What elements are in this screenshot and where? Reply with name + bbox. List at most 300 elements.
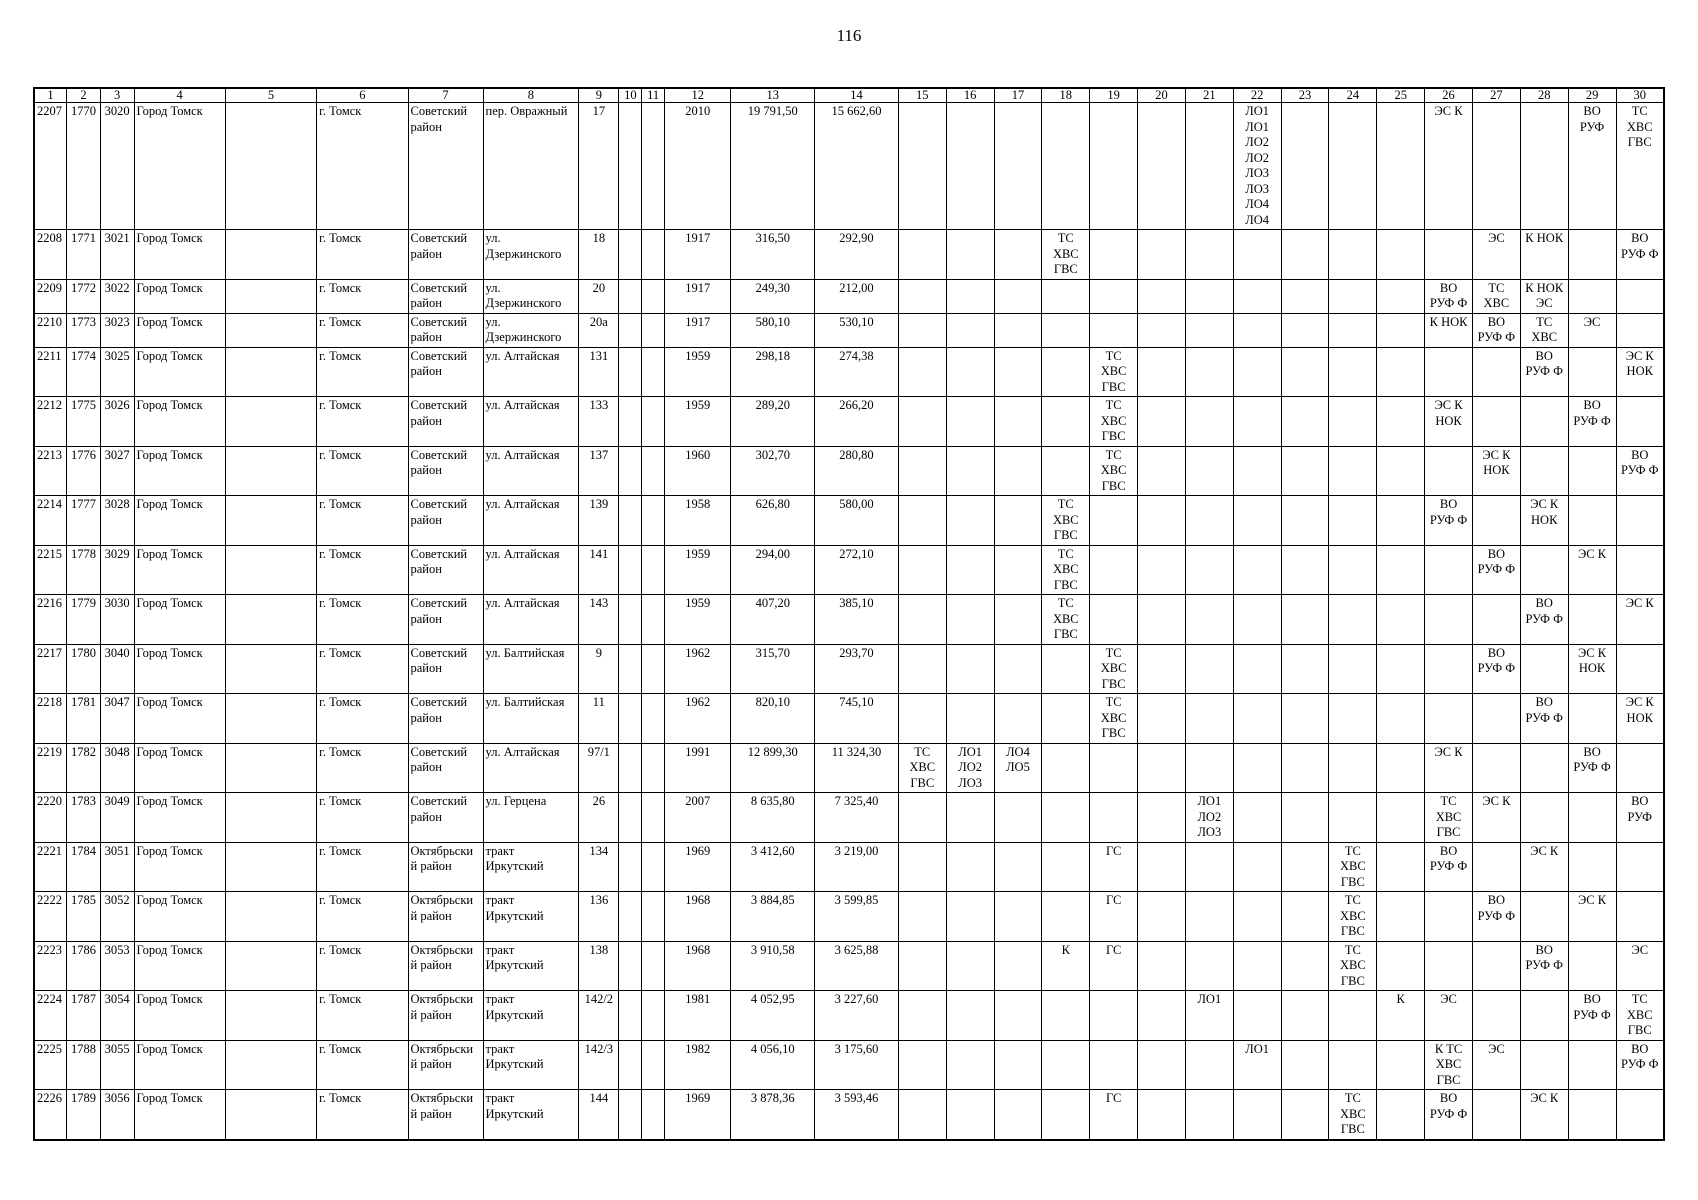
table-cell-col-19 (1090, 991, 1138, 1041)
table-cell-col-28: ВО РУФ Ф (1520, 941, 1568, 991)
table-cell-col-30: ВО РУФ (1616, 793, 1664, 843)
table-cell-col-28: К НОК ЭС (1520, 279, 1568, 313)
table-cell-col-18 (1042, 743, 1090, 793)
table-row (34, 694, 1664, 744)
table-cell-col-18 (1042, 1040, 1090, 1090)
table-cell-col-2: 1770 (67, 103, 101, 230)
table-cell-col-26: К ТС ХВС ГВС (1425, 1040, 1473, 1090)
table-cell-col-17 (994, 842, 1042, 892)
table-cell-col-29 (1568, 347, 1616, 397)
table-cell-col-1: 2216 (34, 595, 67, 645)
table-cell-col-16 (946, 694, 994, 744)
table-cell-col-17 (994, 103, 1042, 230)
table-cell-col-15 (898, 1040, 946, 1090)
table-cell-col-17 (994, 347, 1042, 397)
column-header-25: 25 (1377, 88, 1425, 103)
table-cell-col-1: 2215 (34, 545, 67, 595)
table-cell-col-12: 1959 (665, 347, 731, 397)
table-cell-col-13: 315,70 (731, 644, 815, 694)
table-cell-col-18 (1042, 793, 1090, 843)
table-cell-col-16 (946, 991, 994, 1041)
table-cell-col-9: 142/3 (579, 1040, 619, 1090)
table-cell-col-26 (1425, 941, 1473, 991)
table-cell-col-8: тракт Иркутский (483, 991, 579, 1041)
table-cell-col-11 (642, 545, 665, 595)
table-cell-col-2: 1785 (67, 892, 101, 942)
table-cell-col-9: 144 (579, 1090, 619, 1140)
table-cell-col-22: ЛО1 (1233, 1040, 1281, 1090)
table-cell-col-7: Советский район (408, 496, 483, 546)
table-cell-col-5 (225, 1040, 316, 1090)
table-cell-col-4: Город Томск (134, 892, 225, 942)
table-cell-col-23 (1281, 496, 1329, 546)
table-cell-col-23 (1281, 793, 1329, 843)
table-cell-col-23 (1281, 397, 1329, 447)
table-cell-col-27 (1472, 397, 1520, 447)
table-cell-col-10 (619, 397, 642, 447)
column-header-11: 11 (642, 88, 665, 103)
table-cell-col-18 (1042, 313, 1090, 347)
table-cell-col-25 (1377, 230, 1425, 280)
column-header-16: 16 (946, 88, 994, 103)
table-cell-col-17 (994, 397, 1042, 447)
table-cell-col-15 (898, 230, 946, 280)
table-cell-col-22 (1233, 446, 1281, 496)
table-cell-col-24 (1329, 313, 1377, 347)
table-cell-col-29: ЭС К НОК (1568, 644, 1616, 694)
table-cell-col-3: 3049 (100, 793, 134, 843)
table-cell-col-19 (1090, 313, 1138, 347)
table-cell-col-2: 1778 (67, 545, 101, 595)
table-cell-col-24: ТС ХВС ГВС (1329, 842, 1377, 892)
table-cell-col-18 (1042, 694, 1090, 744)
table-cell-col-26 (1425, 347, 1473, 397)
table-cell-col-23 (1281, 446, 1329, 496)
table-cell-col-24 (1329, 694, 1377, 744)
table-cell-col-22 (1233, 694, 1281, 744)
table-cell-col-28 (1520, 644, 1568, 694)
table-cell-col-13: 626,80 (731, 496, 815, 546)
table-cell-col-25 (1377, 743, 1425, 793)
table-cell-col-18 (1042, 991, 1090, 1041)
table-cell-col-9: 143 (579, 595, 619, 645)
table-cell-col-4: Город Томск (134, 941, 225, 991)
table-cell-col-22 (1233, 644, 1281, 694)
table-cell-col-29: ЭС (1568, 313, 1616, 347)
table-cell-col-19: ТС ХВС ГВС (1090, 397, 1138, 447)
table-cell-col-5 (225, 842, 316, 892)
table-cell-col-21 (1185, 446, 1233, 496)
table-cell-col-12: 1968 (665, 941, 731, 991)
table-cell-col-26: ЭС К НОК (1425, 397, 1473, 447)
table-cell-col-14: 11 324,30 (815, 743, 899, 793)
table-body (34, 103, 1664, 1140)
table-cell-col-17 (994, 230, 1042, 280)
table-cell-col-18 (1042, 892, 1090, 942)
table-cell-col-10 (619, 842, 642, 892)
table-cell-col-7: Советский район (408, 743, 483, 793)
table-cell-col-16 (946, 1040, 994, 1090)
table-cell-col-17 (994, 496, 1042, 546)
table-cell-col-10 (619, 313, 642, 347)
table-cell-col-9: 139 (579, 496, 619, 546)
table-cell-col-6: г. Томск (317, 279, 408, 313)
table-cell-col-20 (1138, 644, 1186, 694)
table-cell-col-10 (619, 103, 642, 230)
table-cell-col-1: 2221 (34, 842, 67, 892)
table-cell-col-2: 1782 (67, 743, 101, 793)
table-cell-col-17 (994, 694, 1042, 744)
table-cell-col-13: 294,00 (731, 545, 815, 595)
table-cell-col-1: 2211 (34, 347, 67, 397)
table-cell-col-14: 212,00 (815, 279, 899, 313)
table-cell-col-26 (1425, 595, 1473, 645)
table-cell-col-5 (225, 941, 316, 991)
table-cell-col-19: ТС ХВС ГВС (1090, 694, 1138, 744)
table-cell-col-12: 1960 (665, 446, 731, 496)
table-cell-col-20 (1138, 545, 1186, 595)
table-cell-col-2: 1775 (67, 397, 101, 447)
table-cell-col-29 (1568, 842, 1616, 892)
table-cell-col-24 (1329, 793, 1377, 843)
table-cell-col-10 (619, 279, 642, 313)
table-cell-col-8: тракт Иркутский (483, 842, 579, 892)
table-cell-col-7: Советский район (408, 397, 483, 447)
table-cell-col-13: 289,20 (731, 397, 815, 447)
table-cell-col-21 (1185, 644, 1233, 694)
table-cell-col-12: 1982 (665, 1040, 731, 1090)
table-cell-col-1: 2223 (34, 941, 67, 991)
table-cell-col-5 (225, 545, 316, 595)
table-cell-col-26 (1425, 545, 1473, 595)
table-cell-col-6: г. Томск (317, 793, 408, 843)
table-cell-col-4: Город Томск (134, 743, 225, 793)
table-cell-col-23 (1281, 892, 1329, 942)
table-cell-col-11 (642, 991, 665, 1041)
table-row (34, 230, 1664, 280)
table-cell-col-24 (1329, 230, 1377, 280)
table-cell-col-23 (1281, 313, 1329, 347)
table-cell-col-16: ЛО1 ЛО2 ЛО3 (946, 743, 994, 793)
table-cell-col-8: тракт Иркутский (483, 1090, 579, 1140)
table-cell-col-7: Октябрьски й район (408, 1040, 483, 1090)
table-cell-col-30: ВО РУФ Ф (1616, 230, 1664, 280)
table-cell-col-16 (946, 793, 994, 843)
table-cell-col-9: 17 (579, 103, 619, 230)
table-cell-col-17 (994, 991, 1042, 1041)
table-cell-col-8: ул. Дзержинского (483, 230, 579, 280)
table-cell-col-23 (1281, 230, 1329, 280)
table-cell-col-26 (1425, 644, 1473, 694)
table-cell-col-4: Город Томск (134, 103, 225, 230)
table-cell-col-2: 1783 (67, 793, 101, 843)
table-cell-col-6: г. Томск (317, 595, 408, 645)
table-cell-col-24 (1329, 991, 1377, 1041)
table-cell-col-7: Октябрьски й район (408, 842, 483, 892)
table-cell-col-3: 3055 (100, 1040, 134, 1090)
column-header-8: 8 (483, 88, 579, 103)
table-cell-col-2: 1781 (67, 694, 101, 744)
table-cell-col-23 (1281, 545, 1329, 595)
table-cell-col-12: 2010 (665, 103, 731, 230)
table-cell-col-6: г. Томск (317, 743, 408, 793)
table-cell-col-9: 137 (579, 446, 619, 496)
table-cell-col-8: тракт Иркутский (483, 892, 579, 942)
table-cell-col-11 (642, 595, 665, 645)
column-header-20: 20 (1138, 88, 1186, 103)
table-cell-col-9: 131 (579, 347, 619, 397)
table-cell-col-16 (946, 496, 994, 546)
table-cell-col-28: ВО РУФ Ф (1520, 595, 1568, 645)
table-cell-col-29 (1568, 230, 1616, 280)
table-cell-col-15 (898, 496, 946, 546)
table-cell-col-6: г. Томск (317, 892, 408, 942)
table-cell-col-24 (1329, 496, 1377, 546)
table-cell-col-25 (1377, 545, 1425, 595)
table-cell-col-19: ГС (1090, 941, 1138, 991)
table-cell-col-12: 1968 (665, 892, 731, 942)
table-cell-col-25: К (1377, 991, 1425, 1041)
table-cell-col-10 (619, 446, 642, 496)
table-cell-col-4: Город Томск (134, 694, 225, 744)
column-header-28: 28 (1520, 88, 1568, 103)
table-cell-col-3: 3030 (100, 595, 134, 645)
table-cell-col-8: ул. Дзержинского (483, 279, 579, 313)
table-cell-col-25 (1377, 842, 1425, 892)
table-cell-col-10 (619, 347, 642, 397)
column-header-18: 18 (1042, 88, 1090, 103)
table-cell-col-11 (642, 279, 665, 313)
table-cell-col-4: Город Томск (134, 991, 225, 1041)
table-cell-col-20 (1138, 595, 1186, 645)
table-cell-col-12: 1917 (665, 279, 731, 313)
table-cell-col-2: 1789 (67, 1090, 101, 1140)
table-cell-col-24 (1329, 644, 1377, 694)
table-cell-col-18: ТС ХВС ГВС (1042, 595, 1090, 645)
table-cell-col-24 (1329, 446, 1377, 496)
table-cell-col-6: г. Томск (317, 694, 408, 744)
table-cell-col-3: 3027 (100, 446, 134, 496)
table-row (34, 279, 1664, 313)
table-cell-col-7: Октябрьски й район (408, 941, 483, 991)
table-cell-col-6: г. Томск (317, 545, 408, 595)
table-cell-col-11 (642, 743, 665, 793)
table-cell-col-19: ГС (1090, 892, 1138, 942)
column-header-26: 26 (1425, 88, 1473, 103)
table-cell-col-1: 2210 (34, 313, 67, 347)
table-cell-col-25 (1377, 892, 1425, 942)
table-cell-col-14: 3 593,46 (815, 1090, 899, 1140)
table-cell-col-10 (619, 230, 642, 280)
column-header-15: 15 (898, 88, 946, 103)
table-cell-col-21 (1185, 743, 1233, 793)
table-cell-col-13: 407,20 (731, 595, 815, 645)
column-header-19: 19 (1090, 88, 1138, 103)
table-cell-col-21 (1185, 397, 1233, 447)
table-cell-col-21 (1185, 1040, 1233, 1090)
table-cell-col-14: 745,10 (815, 694, 899, 744)
table-cell-col-1: 2225 (34, 1040, 67, 1090)
table-cell-col-23 (1281, 941, 1329, 991)
table-cell-col-19 (1090, 1040, 1138, 1090)
table-cell-col-20 (1138, 347, 1186, 397)
table-cell-col-30 (1616, 545, 1664, 595)
column-header-13: 13 (731, 88, 815, 103)
table-cell-col-8: ул. Алтайская (483, 347, 579, 397)
column-header-14: 14 (815, 88, 899, 103)
table-cell-col-12: 1962 (665, 694, 731, 744)
table-cell-col-23 (1281, 743, 1329, 793)
table-cell-col-22 (1233, 941, 1281, 991)
table-cell-col-27 (1472, 103, 1520, 230)
table-cell-col-12: 1959 (665, 595, 731, 645)
table-cell-col-23 (1281, 103, 1329, 230)
table-cell-col-19 (1090, 496, 1138, 546)
table-cell-col-17 (994, 1040, 1042, 1090)
table-cell-col-2: 1786 (67, 941, 101, 991)
table-cell-col-17 (994, 279, 1042, 313)
table-cell-col-10 (619, 892, 642, 942)
table-cell-col-18 (1042, 644, 1090, 694)
table-cell-col-16 (946, 892, 994, 942)
table-cell-col-7: Советский район (408, 694, 483, 744)
table-cell-col-25 (1377, 496, 1425, 546)
table-cell-col-24: ТС ХВС ГВС (1329, 892, 1377, 942)
column-header-2: 2 (67, 88, 101, 103)
table-cell-col-23 (1281, 1090, 1329, 1140)
table-cell-col-3: 3056 (100, 1090, 134, 1140)
table-cell-col-10 (619, 991, 642, 1041)
table-cell-col-13: 316,50 (731, 230, 815, 280)
table-cell-col-9: 142/2 (579, 991, 619, 1041)
table-cell-col-28: ВО РУФ Ф (1520, 694, 1568, 744)
table-cell-col-25 (1377, 1090, 1425, 1140)
table-cell-col-29: ВО РУФ (1568, 103, 1616, 230)
table-row (34, 941, 1664, 991)
table-cell-col-9: 20а (579, 313, 619, 347)
table-cell-col-10 (619, 595, 642, 645)
table-cell-col-14: 7 325,40 (815, 793, 899, 843)
table-cell-col-6: г. Томск (317, 347, 408, 397)
table-cell-col-29 (1568, 941, 1616, 991)
table-cell-col-27 (1472, 496, 1520, 546)
table-row (34, 545, 1664, 595)
table-cell-col-20 (1138, 1040, 1186, 1090)
table-cell-col-11 (642, 694, 665, 744)
table-cell-col-11 (642, 644, 665, 694)
table-cell-col-29 (1568, 279, 1616, 313)
table-cell-col-8: пер. Овражный (483, 103, 579, 230)
table-cell-col-9: 9 (579, 644, 619, 694)
table-cell-col-24 (1329, 595, 1377, 645)
table-cell-col-22 (1233, 313, 1281, 347)
table-cell-col-15 (898, 595, 946, 645)
column-header-9: 9 (579, 88, 619, 103)
table-cell-col-6: г. Томск (317, 1090, 408, 1140)
table-row (34, 644, 1664, 694)
table-cell-col-22 (1233, 347, 1281, 397)
table-cell-col-30: ТС ХВС ГВС (1616, 103, 1664, 230)
table-cell-col-15 (898, 941, 946, 991)
table-cell-col-27: ВО РУФ Ф (1472, 545, 1520, 595)
table-cell-col-29: ВО РУФ Ф (1568, 397, 1616, 447)
table-cell-col-13: 19 791,50 (731, 103, 815, 230)
table-row (34, 347, 1664, 397)
table-cell-col-12: 1969 (665, 842, 731, 892)
table-cell-col-6: г. Томск (317, 230, 408, 280)
table-cell-col-25 (1377, 793, 1425, 843)
table-cell-col-29: ВО РУФ Ф (1568, 991, 1616, 1041)
table-cell-col-16 (946, 941, 994, 991)
table-cell-col-30: ЭС (1616, 941, 1664, 991)
table-cell-col-1: 2208 (34, 230, 67, 280)
table-cell-col-12: 1959 (665, 397, 731, 447)
table-cell-col-25 (1377, 347, 1425, 397)
table-cell-col-21: ЛО1 (1185, 991, 1233, 1041)
table-cell-col-21 (1185, 595, 1233, 645)
table-cell-col-27 (1472, 1090, 1520, 1140)
table-cell-col-2: 1788 (67, 1040, 101, 1090)
column-header-1: 1 (34, 88, 67, 103)
table-cell-col-2: 1771 (67, 230, 101, 280)
table-cell-col-9: 134 (579, 842, 619, 892)
table-cell-col-21 (1185, 496, 1233, 546)
table-cell-col-20 (1138, 103, 1186, 230)
table-cell-col-27 (1472, 991, 1520, 1041)
table-cell-col-14: 3 227,60 (815, 991, 899, 1041)
table-cell-col-19: ГС (1090, 1090, 1138, 1140)
table-cell-col-6: г. Томск (317, 496, 408, 546)
table-cell-col-9: 18 (579, 230, 619, 280)
table-cell-col-22 (1233, 545, 1281, 595)
table-cell-col-8: ул. Герцена (483, 793, 579, 843)
table-cell-col-26: ЭС К (1425, 103, 1473, 230)
table-cell-col-24 (1329, 103, 1377, 230)
table-cell-col-10 (619, 496, 642, 546)
table-cell-col-29 (1568, 1040, 1616, 1090)
table-cell-col-27 (1472, 842, 1520, 892)
table-cell-col-19: ТС ХВС ГВС (1090, 446, 1138, 496)
table-cell-col-25 (1377, 446, 1425, 496)
table-cell-col-22 (1233, 230, 1281, 280)
table-cell-col-8: тракт Иркутский (483, 1040, 579, 1090)
table-cell-col-29 (1568, 496, 1616, 546)
table-row (34, 595, 1664, 645)
table-cell-col-18 (1042, 103, 1090, 230)
table-cell-col-12: 1917 (665, 313, 731, 347)
table-cell-col-1: 2220 (34, 793, 67, 843)
table-cell-col-15 (898, 842, 946, 892)
table-cell-col-26: ТС ХВС ГВС (1425, 793, 1473, 843)
table-cell-col-6: г. Томск (317, 842, 408, 892)
table-cell-col-7: Советский район (408, 644, 483, 694)
table-cell-col-29 (1568, 1090, 1616, 1140)
table-cell-col-20 (1138, 496, 1186, 546)
table-cell-col-23 (1281, 347, 1329, 397)
table-cell-col-26: ВО РУФ Ф (1425, 279, 1473, 313)
table-cell-col-11 (642, 347, 665, 397)
table-cell-col-15: ТС ХВС ГВС (898, 743, 946, 793)
table-cell-col-13: 3 884,85 (731, 892, 815, 942)
table-cell-col-20 (1138, 446, 1186, 496)
table-cell-col-17 (994, 892, 1042, 942)
table-cell-col-10 (619, 545, 642, 595)
table-cell-col-12: 1917 (665, 230, 731, 280)
table-cell-col-23 (1281, 644, 1329, 694)
table-cell-col-16 (946, 347, 994, 397)
table-cell-col-18: ТС ХВС ГВС (1042, 230, 1090, 280)
table-cell-col-13: 12 899,30 (731, 743, 815, 793)
